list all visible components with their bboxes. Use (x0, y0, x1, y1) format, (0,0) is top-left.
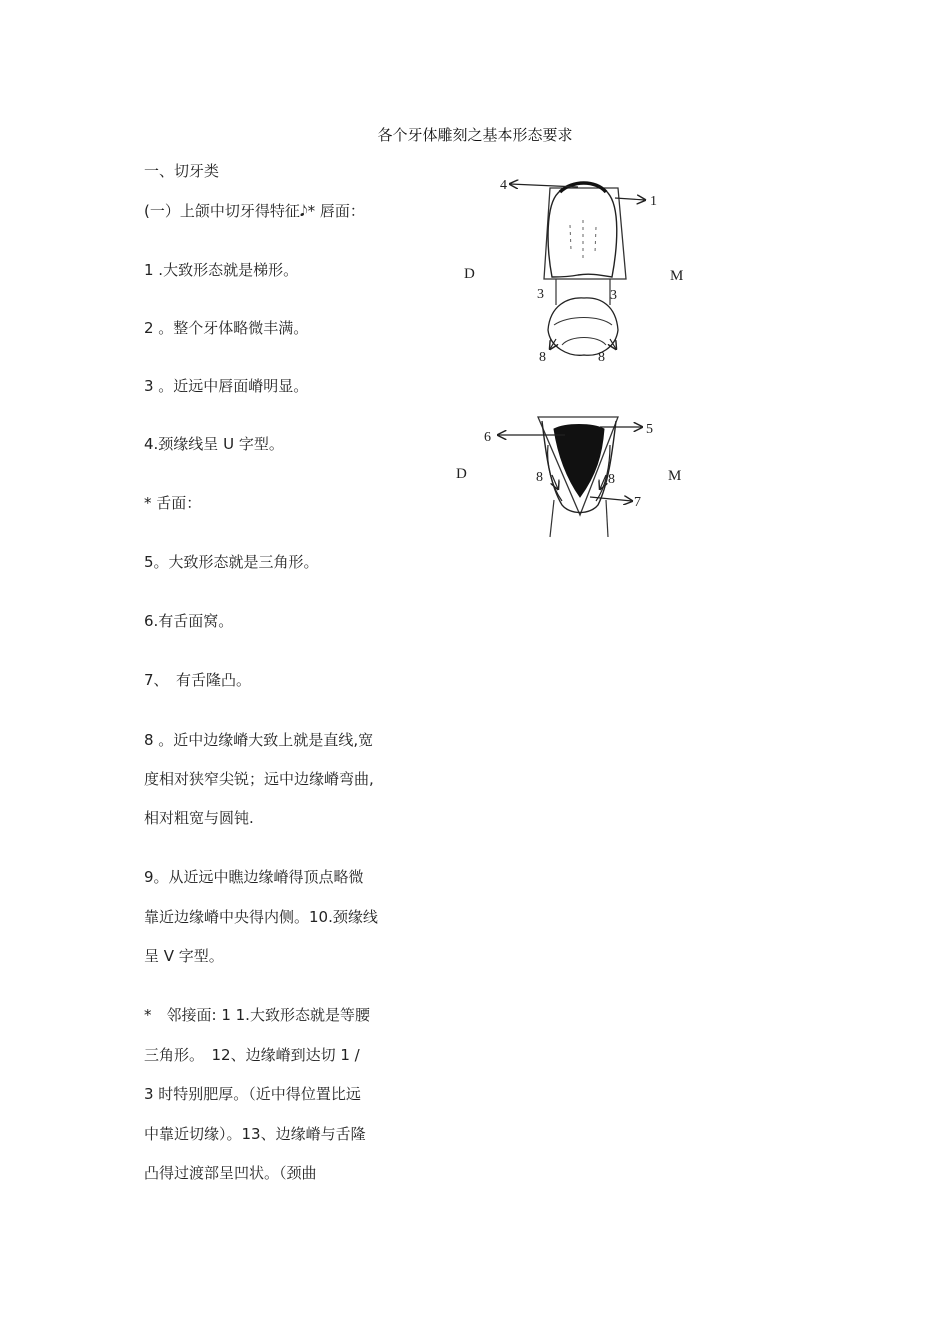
label-d: D (464, 266, 475, 282)
incisal-view-cingulum (562, 338, 606, 346)
label-m: M (670, 268, 684, 284)
label-8-right: 8 (598, 350, 605, 365)
text-line: (一）上颌中切牙得特征𝅘𝅥𝅮* 唇面： (144, 202, 365, 220)
text-line: 5。大致形态就是三角形。 (144, 553, 319, 571)
text-line: 三角形。 12、边缘嵴到达切 1 / (144, 1046, 360, 1064)
text-line: 凸得过渡部呈凹状。（颈曲 (144, 1164, 317, 1182)
text-line: * 邻接面: 1 1.大致形态就是等腰 (144, 1006, 370, 1024)
text-line: 一、切牙类 (144, 162, 220, 180)
text-line: 1 .大致形态就是梯形。 (144, 261, 299, 279)
label-8-right: 8 (608, 472, 615, 487)
label-m: M (668, 468, 682, 484)
lingual-view-diagram (450, 405, 710, 545)
text-line: 3 。近远中唇面嵴明显。 (144, 377, 309, 395)
label-3-right: 3 (610, 288, 617, 303)
text-line: 6.有舌面窝。 (144, 612, 234, 630)
root-line-left (550, 500, 554, 537)
page-title: 各个牙体雕刻之基本形态要求 (377, 126, 573, 144)
text-line: 中靠近切缘）。13、边缘嵴与舌隆 (144, 1125, 366, 1143)
text-line: 靠近边缘嵴中央得内侧。10.颈缘线 (144, 908, 378, 926)
label-1: 1 (650, 194, 657, 209)
label-7: 7 (634, 495, 641, 510)
text-line: 2 。整个牙体略微丰满。 (144, 319, 309, 337)
text-line: * 舌面： (144, 494, 202, 512)
text-line: 3 时特别肥厚。（近中得位置比远 (144, 1085, 361, 1103)
lobe-lines (570, 220, 596, 260)
incisal-view-outline (548, 298, 618, 355)
text-line: 9。从近远中瞧边缘嵴得顶点略微 (144, 868, 364, 886)
text-line: 8 。近中边缘嵴大致上就是直线,宽 (144, 731, 374, 749)
root-line-right (606, 500, 608, 537)
crown-outline (548, 183, 617, 278)
label-d: D (456, 466, 467, 482)
label-8-left: 8 (539, 350, 546, 365)
labial-view-diagram (450, 165, 710, 375)
label-6: 6 (484, 430, 491, 445)
incisal-view-ridge (554, 318, 612, 326)
label-3-left: 3 (537, 287, 544, 302)
label-8-left: 8 (536, 470, 543, 485)
text-line: 4.颈缘线呈 U 字型。 (144, 435, 284, 453)
text-line: 7、 有舌隆凸。 (144, 671, 252, 689)
label-4: 4 (500, 178, 507, 193)
text-line: 相对粗宽与圆钝. (144, 809, 254, 827)
label-5: 5 (646, 422, 653, 437)
text-line: 呈 V 字型。 (144, 947, 224, 965)
text-line: 度相对狭窄尖锐；远中边缘嵴弯曲, (144, 770, 374, 788)
